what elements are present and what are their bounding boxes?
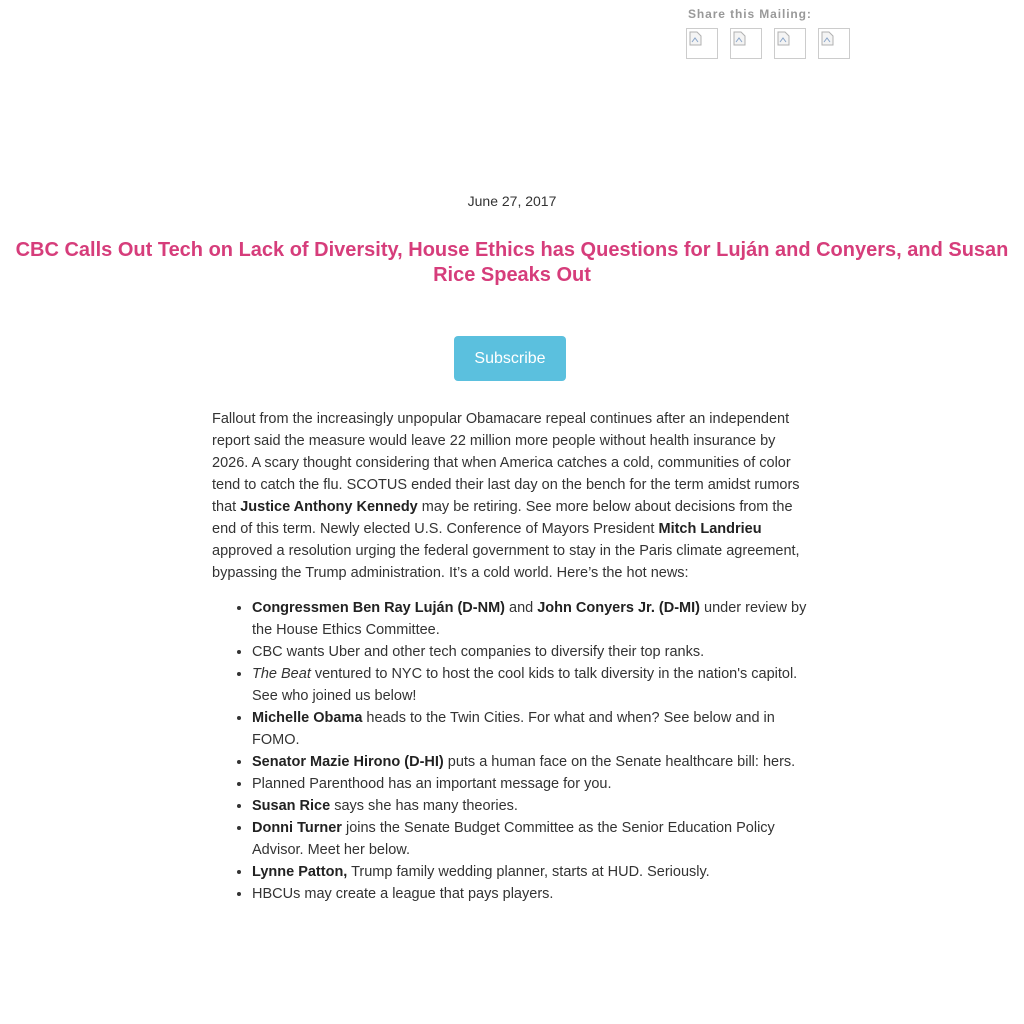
item-text: Planned Parenthood has an important message for you.	[252, 776, 612, 792]
item-italic: The Beat	[252, 666, 311, 682]
share-link-2[interactable]	[730, 28, 762, 59]
item-text: CBC wants Uber and other tech companies to diversify their top ranks.	[252, 644, 705, 660]
headline: CBC Calls Out Tech on Lack of Diversity, House Ethics has Questions for Luján and Conyers, and Susan Rice Speaks Out	[15, 239, 1009, 286]
share-label: Share this Mailing:	[688, 7, 812, 21]
item-text: HBCUs may create a league that pays players.	[252, 886, 554, 902]
share-icons	[686, 28, 856, 62]
item-bold: Congressmen Ben Ray Luján (D-NM)	[252, 600, 505, 616]
item-bold: Lynne Patton,	[252, 864, 348, 880]
list-item	[252, 883, 812, 905]
share-link-4[interactable]	[818, 28, 850, 59]
intro-text-1: Fallout from the increasingly unpopular Obamacare repeal continues after an independent report said the measure would leave 22 million more people without health insurance by 2026. A scary thought considering that when America catches a cold, communities of color tend to catch the flu. SCOTUS ended their last day on the bench for the term amidst rumors that	[212, 411, 800, 515]
item-text: under review by the House Ethics Committee.	[252, 600, 807, 638]
broken-image-icon	[689, 31, 702, 46]
intro-paragraph	[212, 408, 812, 584]
list-item	[252, 641, 812, 663]
item-text: Trump family wedding planner, starts at HUD. Seriously.	[347, 864, 710, 880]
item-text: heads to the Twin Cities. For what and when? See below and in FOMO.	[252, 710, 775, 748]
item-text: puts a human face on the Senate healthcare bill: hers.	[443, 754, 796, 770]
item-text: joins the Senate Budget Committee as the Senior Education Policy Advisor. Meet her below.	[252, 820, 775, 858]
broken-image-icon	[821, 31, 834, 46]
item-bold: Michelle Obama	[252, 710, 363, 726]
list-item	[252, 795, 812, 817]
intro-name-landrieu: Mitch Landrieu	[658, 521, 762, 537]
intro-name-kennedy: Justice Anthony Kennedy	[240, 499, 418, 515]
list-item	[252, 663, 812, 707]
list-item	[252, 707, 812, 751]
list-item	[252, 597, 812, 641]
broken-image-icon	[777, 31, 790, 46]
list-item	[252, 817, 812, 861]
share-section	[688, 7, 812, 21]
news-list	[212, 597, 812, 905]
item-text: ventured to NYC to host the cool kids to talk diversity in the nation's capitol. See who joined us below!	[252, 666, 798, 704]
subscribe-button[interactable]: Subscribe	[454, 336, 566, 381]
item-text: says she has many theories.	[330, 798, 518, 814]
list-item	[252, 751, 812, 773]
intro-text-3: approved a resolution urging the federal government to stay in the Paris climate agreement, bypassing the Trump administration. It’s a cold world. Here’s the hot news:	[212, 543, 800, 581]
item-bold: Donni Turner	[252, 820, 342, 836]
item-bold: Senator Mazie Hirono (D-HI)	[252, 754, 444, 770]
list-item	[252, 861, 812, 883]
item-bold: John Conyers Jr. (D-MI)	[537, 600, 700, 616]
list-item	[252, 773, 812, 795]
item-text: and	[504, 600, 538, 616]
intro-text-2: may be retiring. See more below about decisions from the end of this term. Newly elected U.S. Conference of Mayors President	[212, 499, 793, 537]
issue-date: June 27, 2017	[467, 193, 557, 209]
item-bold: Susan Rice	[252, 798, 331, 814]
broken-image-icon	[733, 31, 746, 46]
share-link-1[interactable]	[686, 28, 718, 59]
share-link-3[interactable]	[774, 28, 806, 59]
